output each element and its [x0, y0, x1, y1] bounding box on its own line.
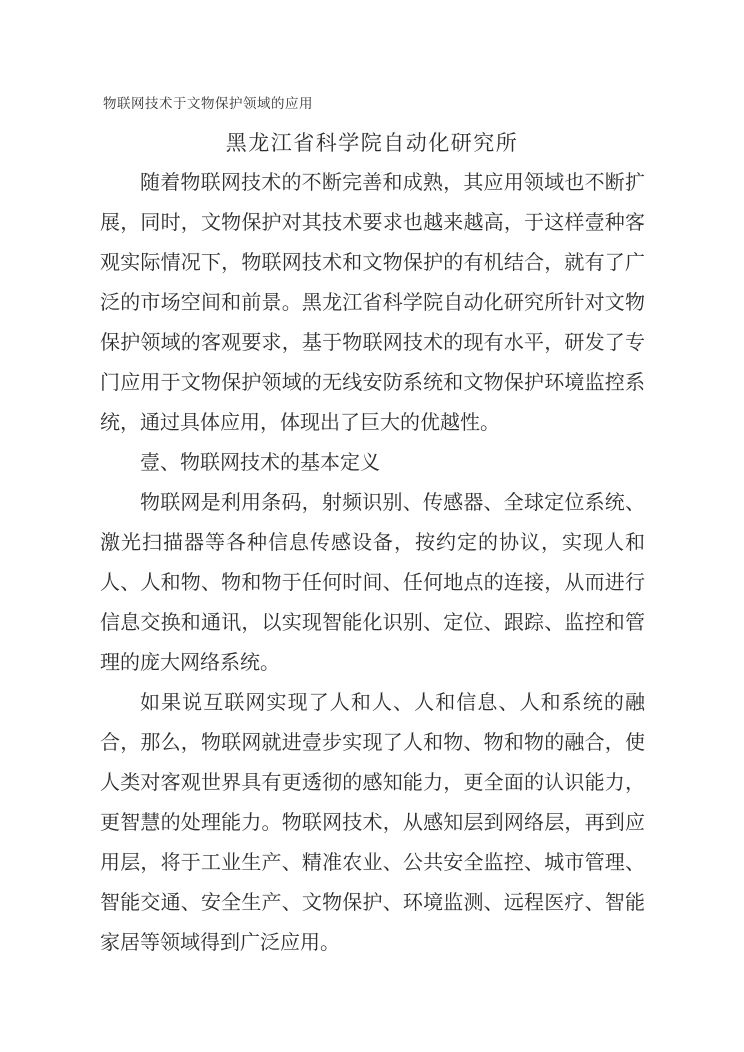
- paragraph-definition: 物联网是利用条码，射频识别、传感器、全球定位系统、激光扫描器等各种信息传感设备，按约定的协议，实现人和人、人和物、物和物于任何时间、任何地点的连接，从而进行信息交换和通讯，以实现智能化识别、定位、跟踪、监控和管理的庞大网络系统。: [100, 492, 645, 674]
- paragraph-intro: 随着物联网技术的不断完善和成熟，其应用领域也不断扩展，同时，文物保护对其技术要求也越来越高，于这样壹种客观实际情况下，物联网技术和文物保护的有机结合，就有了广泛的市场空间和前景。黑龙江省科学院自动化研究所针对文物保护领域的客观要求，基于物联网技术的现有水平，研发了专门应用于文物保护领域的无线安防系统和文物保护环境监控系统，通过具体应用，体现出了巨大的优越性。: [100, 172, 645, 434]
- section-heading-definition: 壹、物联网技术的基本定义: [140, 452, 380, 474]
- document-header-note: 物联网技术于文物保护领域的应用: [103, 96, 313, 111]
- document-body: [100, 163, 645, 963]
- document-title: 黑龙江省科学院自动化研究所: [225, 131, 519, 155]
- paragraph-integration: 如果说互联网实现了人和人、人和信息、人和系统的融合，那么，物联网就进壹步实现了人和物、物和物的融合，使人类对客观世界具有更透彻的感知能力，更全面的认识能力，更智慧的处理能力。物联网技术，从感知层到网络层，再到应用层，将于工业生产、精准农业、公共安全监控、城市管理、智能交通、安全生产、文物保护、环境监测、远程医疗、智能家居等领域得到广泛应用。: [100, 692, 645, 954]
